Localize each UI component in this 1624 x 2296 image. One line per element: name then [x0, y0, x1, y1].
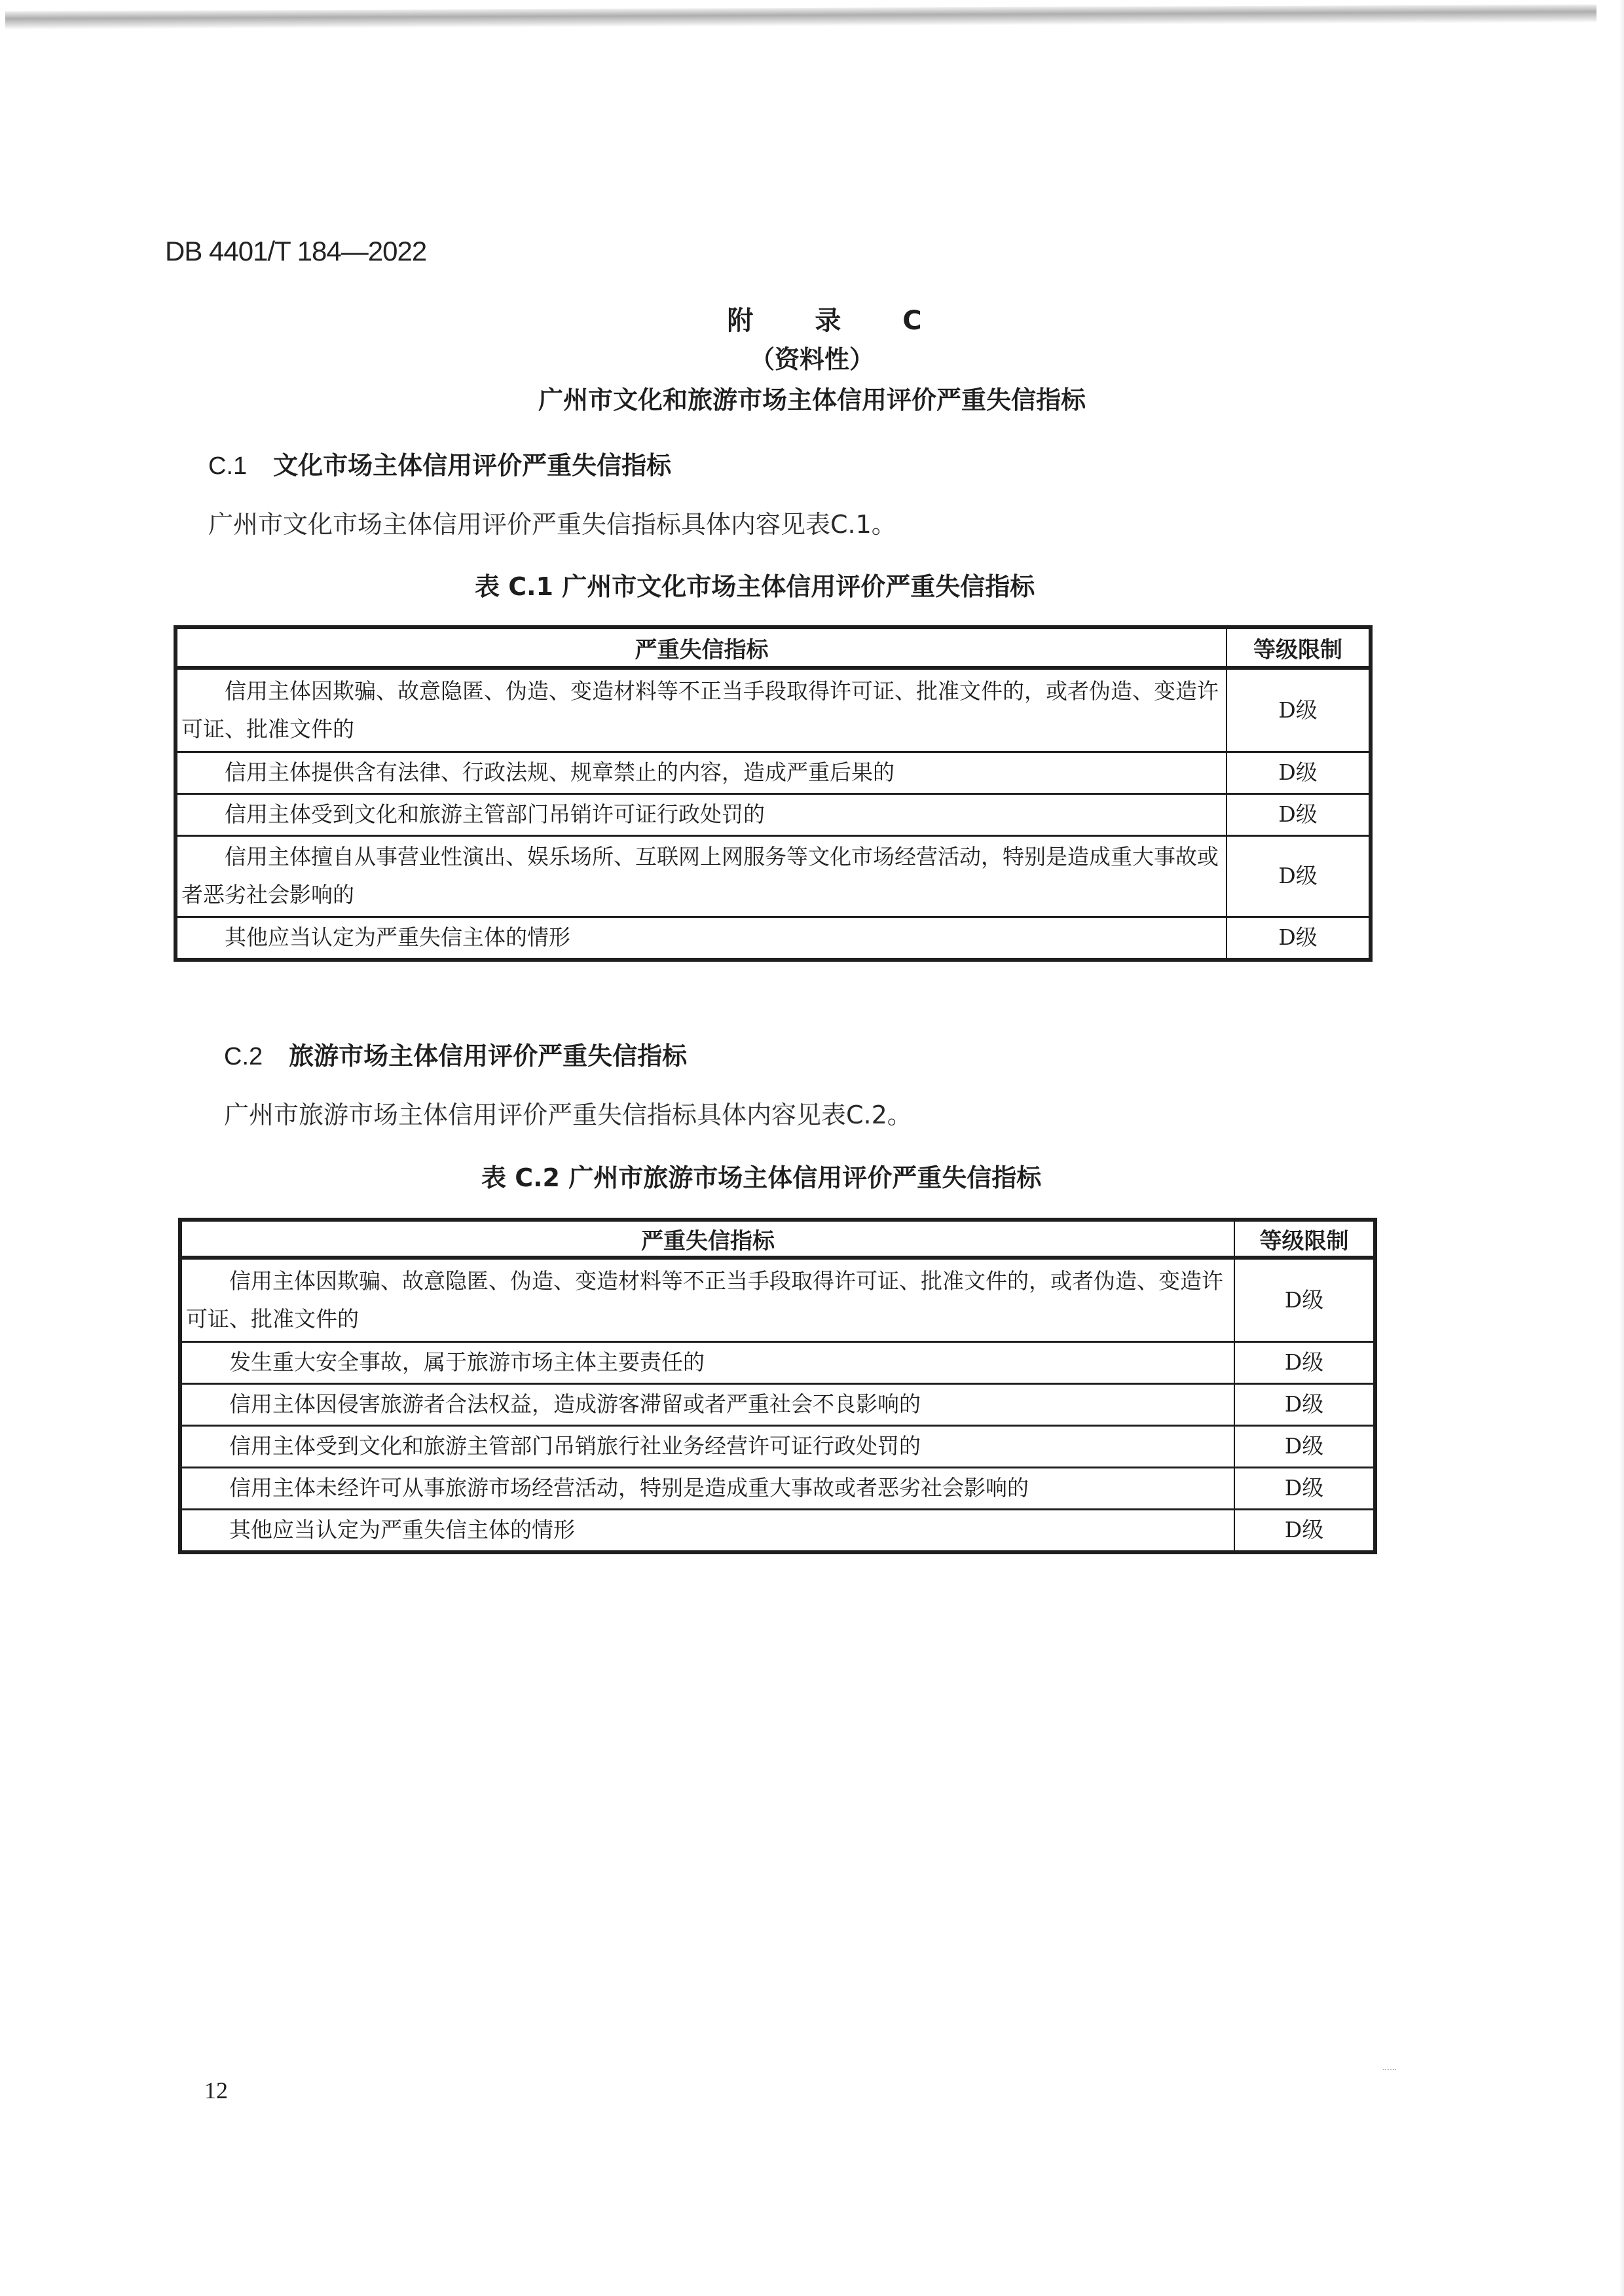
section-number: C.1 — [208, 452, 248, 480]
scan-artifact-speck — [1383, 2069, 1396, 2073]
header-level: 等级限制 — [1234, 1220, 1375, 1258]
section-heading-c2 — [224, 1036, 687, 1072]
table-row — [175, 793, 1371, 835]
appendix-label — [0, 300, 1624, 337]
header-indicator: 严重失信指标 — [175, 627, 1227, 668]
table-row — [175, 917, 1371, 960]
appendix-label-char: 附 — [727, 306, 755, 336]
table-row — [180, 1383, 1375, 1425]
table-row — [180, 1509, 1375, 1552]
document-id: DB 4401/T 184—2022 — [165, 236, 427, 266]
indicator-cell: 信用主体受到文化和旅游主管部门吊销许可证行政处罚的 — [175, 793, 1227, 835]
table-row — [180, 1425, 1375, 1467]
level-cell: D级 — [1234, 1383, 1375, 1425]
level-cell: D级 — [1227, 793, 1371, 835]
table-caption-c1: 表 C.1 广州市文化市场主体信用评价严重失信指标 — [475, 572, 1035, 601]
section-paragraph-c2: 广州市旅游市场主体信用评价严重失信指标具体内容见表C.2。 — [224, 1101, 912, 1129]
indicator-cell: 其他应当认定为严重失信主体的情形 — [175, 917, 1227, 960]
level-cell: D级 — [1234, 1341, 1375, 1383]
level-cell: D级 — [1234, 1509, 1375, 1552]
indicator-cell: 信用主体因欺骗、故意隐匿、伪造、变造材料等不正当手段取得许可证、批准文件的，或者伪造、变造许可证、批准文件的 — [180, 1258, 1234, 1341]
table-header-row — [180, 1220, 1375, 1258]
appendix-label-char: C — [902, 306, 923, 336]
indicator-cell: 信用主体因侵害旅游者合法权益，造成游客滞留或者严重社会不良影响的 — [180, 1383, 1234, 1425]
appendix-label-char: 录 — [815, 306, 843, 336]
header-level: 等级限制 — [1227, 627, 1371, 668]
table-c1 — [174, 625, 1373, 962]
table-row — [175, 668, 1371, 752]
level-cell: D级 — [1234, 1467, 1375, 1509]
level-cell: D级 — [1227, 668, 1371, 752]
indicator-cell: 信用主体擅自从事营业性演出、娱乐场所、互联网上网服务等文化市场经营活动，特别是造成重大事故或者恶劣社会影响的 — [175, 835, 1227, 917]
table-row — [175, 752, 1371, 793]
table-row — [180, 1341, 1375, 1383]
header-indicator: 严重失信指标 — [180, 1220, 1234, 1258]
level-cell: D级 — [1227, 917, 1371, 960]
indicator-cell: 信用主体受到文化和旅游主管部门吊销旅行社业务经营许可证行政处罚的 — [180, 1425, 1234, 1467]
table-row — [180, 1258, 1375, 1341]
indicator-cell: 信用主体因欺骗、故意隐匿、伪造、变造材料等不正当手段取得许可证、批准文件的，或者伪造、变造许可证、批准文件的 — [175, 668, 1227, 752]
table-caption-c2: 表 C.2 广州市旅游市场主体信用评价严重失信指标 — [481, 1163, 1042, 1192]
section-heading-c1 — [208, 445, 671, 481]
scan-artifact-top — [5, 5, 1596, 30]
appendix-nature: （资料性） — [749, 345, 874, 374]
table-header-row — [175, 627, 1371, 668]
indicator-cell: 发生重大安全事故，属于旅游市场主体主要责任的 — [180, 1341, 1234, 1383]
page-number: 12 — [204, 2077, 228, 2104]
level-cell: D级 — [1234, 1425, 1375, 1467]
indicator-cell: 其他应当认定为严重失信主体的情形 — [180, 1509, 1234, 1552]
section-paragraph-c1: 广州市文化市场主体信用评价严重失信指标具体内容见表C.1。 — [208, 510, 896, 539]
section-number: C.2 — [224, 1043, 263, 1070]
level-cell: D级 — [1227, 752, 1371, 793]
appendix-title: 广州市文化和旅游市场主体信用评价严重失信指标 — [538, 386, 1086, 414]
section-title: 文化市场主体信用评价严重失信指标 — [273, 451, 672, 480]
table-c2 — [178, 1218, 1377, 1554]
indicator-cell: 信用主体未经许可从事旅游市场经营活动，特别是造成重大事故或者恶劣社会影响的 — [180, 1467, 1234, 1509]
level-cell: D级 — [1227, 835, 1371, 917]
level-cell: D级 — [1234, 1258, 1375, 1341]
indicator-cell: 信用主体提供含有法律、行政法规、规章禁止的内容，造成严重后果的 — [175, 752, 1227, 793]
table-row — [180, 1467, 1375, 1509]
section-title: 旅游市场主体信用评价严重失信指标 — [289, 1042, 688, 1070]
table-row — [175, 835, 1371, 917]
